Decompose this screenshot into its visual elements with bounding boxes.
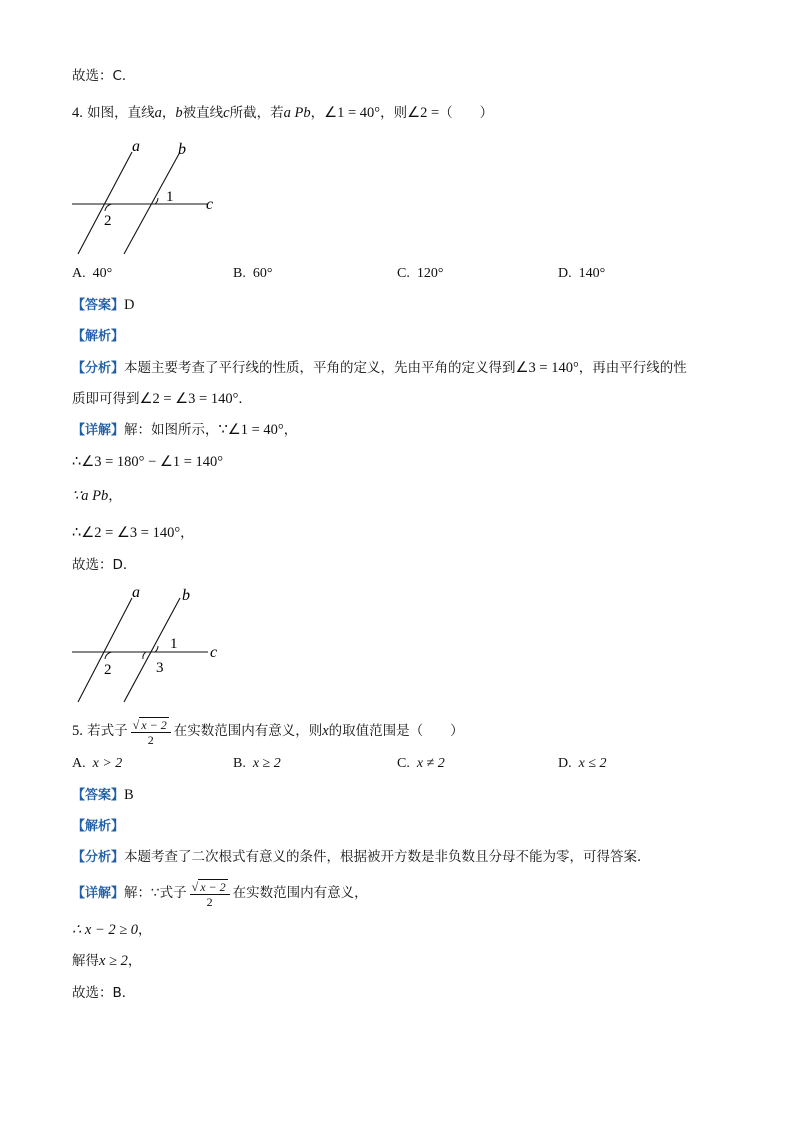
- label-c: c: [210, 644, 218, 661]
- prev-answer-line: 故选：C．: [72, 68, 136, 84]
- fraction-expression: $\frac{√ x - 2}{2}$: [131, 717, 171, 747]
- label-b: b: [182, 587, 190, 604]
- q4-option-d: D. 140°: [558, 266, 606, 281]
- q4-step-4: ∴∠2 = ∠3 = 140°，: [72, 525, 194, 541]
- question-4-stem: 4. 如图，直线a，b被直线c所截，若a Pb，∠1 = 40°，则∠2 =（ ）: [72, 105, 494, 121]
- q4-option-b: B. 60°: [233, 266, 273, 281]
- q4-option-a: A. 40°: [72, 266, 113, 281]
- label-b: b: [178, 141, 186, 158]
- label-angle-1: 1: [170, 636, 178, 652]
- q4-detail-line1: 【详解】解：如图所示，∵∠1 = 40°，: [72, 422, 298, 438]
- q5-option-b: B. x ≥ 2: [233, 756, 281, 771]
- question-5-stem: 5. 若式子 $\frac{√ x - 2}{2}$ 在实数范围内有意义，则x的取值范围是（ ）: [72, 717, 464, 747]
- label-angle-1: 1: [166, 189, 174, 205]
- q4-fenxi-line2: 质即可得到∠2 = ∠3 = 140°．: [72, 391, 252, 407]
- q5-option-d: D. x ≤ 2: [558, 756, 607, 771]
- label-angle-2: 2: [104, 662, 112, 678]
- q4-step-3: ∵a Pb，: [72, 488, 122, 504]
- q4-conclusion: 故选：D．: [72, 557, 137, 573]
- label-a: a: [132, 584, 140, 601]
- parallel-lines-figure-2: [66, 584, 236, 706]
- label-angle-3: 3: [156, 660, 164, 676]
- q5-analysis-heading: 【解析】: [72, 819, 125, 834]
- q5-step-2: ∴ x − 2 ≥ 0，: [72, 922, 152, 938]
- question-number: 4.: [72, 105, 83, 121]
- question-number: 5.: [72, 723, 83, 739]
- q5-conclusion: 故选：B．: [72, 985, 136, 1001]
- q5-answer: 【答案】B: [72, 787, 134, 803]
- label-angle-2: 2: [104, 213, 112, 229]
- q4-fenxi-line1: 【分析】本题主要考查了平行线的性质，平角的定义，先由平角的定义得到∠3 = 140°，再由平行线的性: [72, 360, 687, 376]
- q4-option-c: C. 120°: [397, 266, 444, 281]
- q5-detail-line1: 【详解】解：∵式子 $\frac{√ x - 2}{2}$ 在实数范围内有意义，: [72, 879, 368, 909]
- q4-analysis-heading: 【解析】: [72, 329, 125, 344]
- q5-step-3: 解得x ≥ 2，: [72, 953, 142, 969]
- q5-fenxi: 【分析】本题考查了二次根式有意义的条件，根据被开方数是非负数且分母不能为零，可得答案．: [72, 849, 651, 865]
- q4-answer: 【答案】D: [72, 297, 135, 313]
- q5-option-c: C. x ≠ 2: [397, 756, 445, 771]
- label-c: c: [206, 196, 214, 213]
- parallel-lines-figure-1: [66, 138, 236, 258]
- parallel-condition: a Pb: [283, 105, 311, 121]
- label-a: a: [132, 138, 140, 155]
- fraction-expression: $\frac{√ x - 2}{2}$: [190, 879, 230, 909]
- q5-option-a: A. x > 2: [72, 756, 123, 771]
- q4-step-2: ∴∠3 = 180° − ∠1 = 140°: [72, 454, 224, 470]
